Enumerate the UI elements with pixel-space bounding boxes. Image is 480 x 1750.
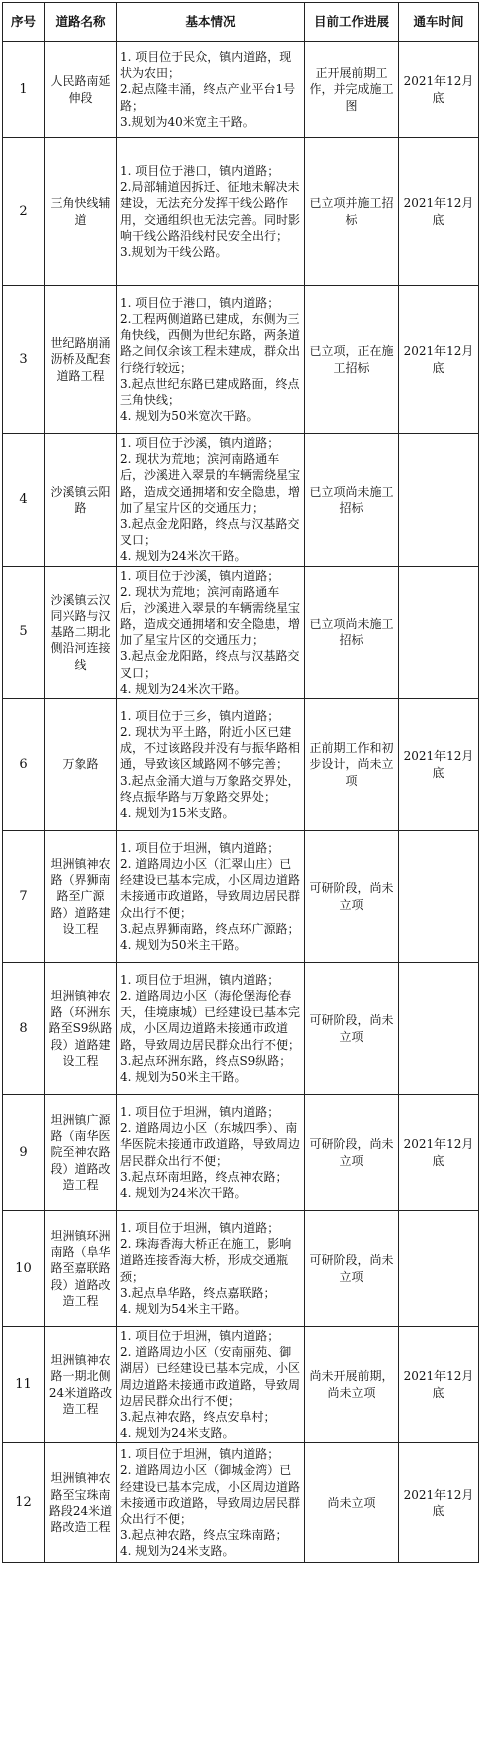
opening-time: 2021年12月底 (399, 1095, 479, 1211)
detail-line: 3.起点环洲东路，终点S9纵路； (120, 1053, 292, 1068)
basic-situation (117, 286, 305, 434)
work-progress: 已立项尚未施工招标 (305, 566, 399, 699)
table-row (3, 1327, 479, 1443)
work-progress: 可研阶段，尚未立项 (305, 1095, 399, 1211)
table-row (3, 1095, 479, 1211)
table-row (3, 831, 479, 963)
basic-situation (117, 1211, 305, 1327)
detail-line: 4. 规划为50米主干路。 (120, 937, 247, 952)
work-progress: 可研阶段，尚未立项 (305, 1211, 399, 1327)
road-name: 沙溪镇云阳路 (45, 434, 117, 567)
row-number: 11 (3, 1327, 45, 1443)
detail-line: 2. 道路周边小区（安南丽苑、御湖居）已经建设已基本完成，小区周边道路未接通市政道路，导致周边居民群众出行不便； (120, 1345, 301, 1408)
detail-line: 3.起点金涌大道与万象路交界处，终点振华路与万象路交界处； (120, 773, 300, 804)
detail-line: 1. 项目位于港口，镇内道路； (120, 163, 280, 178)
opening-time: 2021年12月底 (399, 286, 479, 434)
detail-line: 4. 规划为24米支路。 (120, 1544, 235, 1559)
road-name: 坦洲镇神农路（界狮南路至广源路）道路建设工程 (45, 831, 117, 963)
detail-line: 1. 项目位于民众，镇内道路，现状为农田； (120, 50, 292, 81)
detail-line: 4. 规划为24米次干路。 (120, 1185, 247, 1200)
row-number: 8 (3, 963, 45, 1095)
detail-line: 1. 项目位于三乡，镇内道路； (120, 708, 280, 723)
row-number: 10 (3, 1211, 45, 1327)
detail-line: 2.起点隆丰涌，终点产业平台1号路； (120, 82, 296, 113)
row-number: 4 (3, 434, 45, 567)
basic-situation (117, 566, 305, 699)
detail-line: 1. 项目位于沙溪，镇内道路； (120, 568, 280, 583)
detail-line: 4. 规划为54米主干路。 (120, 1301, 247, 1316)
detail-line: 3.起点金龙阳路，终点与汉基路交叉口； (120, 649, 300, 680)
work-progress: 正前期工作和初步设计，尚未立项 (305, 699, 399, 831)
detail-line: 3.起点环南坦路，终点神农路； (120, 1169, 288, 1184)
work-progress: 尚未开展前期，尚未立项 (305, 1327, 399, 1443)
detail-line: 4. 规划为15米支路。 (120, 805, 235, 820)
header-no: 序号 (3, 3, 45, 42)
basic-situation (117, 963, 305, 1095)
table-row (3, 138, 479, 286)
work-progress: 尚未立项 (305, 1443, 399, 1563)
opening-time (399, 831, 479, 963)
detail-line: 3.规划为40米宽主干路。 (120, 114, 255, 129)
work-progress: 已立项并施工招标 (305, 138, 399, 286)
row-number: 2 (3, 138, 45, 286)
opening-time: 2021年12月底 (399, 1327, 479, 1443)
detail-line: 3.起点阜华路，终点嘉联路； (120, 1285, 276, 1300)
row-number: 1 (3, 42, 45, 138)
table-row (3, 566, 479, 699)
road-name: 坦洲镇环洲南路（阜华路至嘉联路段）道路改造工程 (45, 1211, 117, 1327)
detail-line: 4. 规划为24米次干路。 (120, 549, 247, 564)
work-progress: 正开展前期工作，并完成施工图 (305, 42, 399, 138)
table-body (3, 42, 479, 1563)
opening-time (399, 566, 479, 699)
header-open-time: 通车时间 (399, 3, 479, 42)
detail-line: 2. 道路周边小区（汇翠山庄）已经建设已基本完成，小区周边道路未接通市政道路，导致周边居民群众出行不便； (120, 857, 301, 920)
detail-line: 2. 道路周边小区（海伦堡海伦春天，佳境康城）已经建设已基本完成，小区周边道路未接通市政道路，导致周边居民群众出行不便； (120, 989, 301, 1052)
detail-line: 3.起点界狮南路，终点环广源路； (120, 921, 300, 936)
basic-situation (117, 1443, 305, 1563)
detail-line: 2. 珠海香海大桥正在施工，影响道路连接香海大桥，形成交通瓶颈； (120, 1237, 292, 1284)
basic-situation (117, 831, 305, 963)
opening-time (399, 1211, 479, 1327)
work-progress: 可研阶段，尚未立项 (305, 831, 399, 963)
header-name: 道路名称 (45, 3, 117, 42)
row-number: 9 (3, 1095, 45, 1211)
road-name: 三角快线辅道 (45, 138, 117, 286)
detail-line: 2.局部辅道因拆迁、征地未解决未建设，无法充分发挥干线公路作用，交通组织也无法完善。同时影响干线公路沿线村民安全出行； (120, 180, 301, 243)
opening-time: 2021年12月底 (399, 1443, 479, 1563)
table-row (3, 963, 479, 1095)
opening-time (399, 963, 479, 1095)
detail-line: 2. 道路周边小区（御城金湾）已经建设已基本完成，小区周边道路未接通市政道路，导致周边居民群众出行不便； (120, 1463, 301, 1526)
detail-line: 1. 项目位于坦洲，镇内道路； (120, 1220, 280, 1235)
table-row (3, 699, 479, 831)
work-progress: 已立项，正在施工招标 (305, 286, 399, 434)
projects-table (2, 2, 479, 1563)
road-name: 坦洲镇广源路（南华医院至神农路段）道路改造工程 (45, 1095, 117, 1211)
row-number: 7 (3, 831, 45, 963)
detail-line: 3.规划为干线公路。 (120, 244, 228, 259)
basic-situation (117, 138, 305, 286)
detail-line: 3.起点世纪东路已建成路面，终点三角快线； (120, 376, 300, 407)
road-name: 人民路南延伸段 (45, 42, 117, 138)
detail-line: 4. 规划为24米次干路。 (120, 681, 247, 696)
opening-time: 2021年12月底 (399, 42, 479, 138)
detail-line: 1. 项目位于港口，镇内道路； (120, 295, 280, 310)
opening-time: 2021年12月底 (399, 699, 479, 831)
row-number: 12 (3, 1443, 45, 1563)
work-progress: 可研阶段，尚未立项 (305, 963, 399, 1095)
detail-line: 1. 项目位于坦洲，镇内道路； (120, 1447, 280, 1462)
work-progress: 已立项尚未施工招标 (305, 434, 399, 567)
detail-line: 2. 现状为荒地；滨河南路通车后，沙溪进入翠景的车辆需绕星宝路，造成交通拥堵和安全隐患，增加了星宝片区的交通压力； (120, 452, 301, 515)
row-number: 5 (3, 566, 45, 699)
detail-line: 2. 道路周边小区（东城四季）、南华医院未接通市政道路，导致周边居民群众出行不便； (120, 1121, 301, 1168)
detail-line: 1. 项目位于沙溪，镇内道路； (120, 436, 280, 450)
detail-line: 1. 项目位于坦洲，镇内道路； (120, 972, 280, 987)
road-name: 坦洲镇神农路（环洲东路至S9纵路段）道路建设工程 (45, 963, 117, 1095)
basic-situation (117, 1095, 305, 1211)
detail-line: 3.起点神农路，终点宝珠南路； (120, 1528, 288, 1543)
basic-situation (117, 42, 305, 138)
row-number: 3 (3, 286, 45, 434)
detail-line: 4. 规划为50米主干路。 (120, 1069, 247, 1084)
opening-time: 2021年12月底 (399, 138, 479, 286)
road-name: 万象路 (45, 699, 117, 831)
detail-line: 1. 项目位于坦洲，镇内道路； (120, 1104, 280, 1119)
detail-line: 3.起点金龙阳路，终点与汉基路交叉口； (120, 516, 300, 548)
detail-line: 1. 项目位于坦洲，镇内道路； (120, 1329, 280, 1343)
detail-line: 4. 规划为24米支路。 (120, 1426, 235, 1441)
table-row (3, 1211, 479, 1327)
table-row (3, 42, 479, 138)
road-name: 坦洲镇神农路至宝珠南路段24米道路改造工程 (45, 1443, 117, 1563)
road-name: 坦洲镇神农路一期北侧24米道路改造工程 (45, 1327, 117, 1443)
opening-time (399, 434, 479, 567)
table-row (3, 1443, 479, 1563)
road-name: 沙溪镇云汉同兴路与汉基路二期北侧沿河连接线 (45, 566, 117, 699)
basic-situation (117, 434, 305, 567)
detail-line: 2. 现状为荒地；滨河南路通车后，沙溪进入翠景的车辆需绕星宝路，造成交通拥堵和安全隐患，增加了星宝片区的交通压力； (120, 584, 301, 648)
road-name: 世纪路崩涌沥桥及配套道路工程 (45, 286, 117, 434)
detail-line: 4. 规划为50米宽次干路。 (120, 409, 259, 424)
detail-line: 2.工程两侧道路已建成，东侧为三角快线，西侧为世纪东路，两条道路之间仅余该工程未建成，群众出行绕行较远； (120, 311, 301, 375)
basic-situation (117, 1327, 305, 1443)
detail-line: 1. 项目位于坦洲，镇内道路； (120, 840, 280, 855)
header-row (3, 3, 479, 42)
detail-line: 3.起点神农路，终点安阜村； (120, 1409, 276, 1424)
header-details: 基本情况 (117, 3, 305, 42)
row-number: 6 (3, 699, 45, 831)
header-progress: 目前工作进展 (305, 3, 399, 42)
table-row (3, 286, 479, 434)
basic-situation (117, 699, 305, 831)
detail-line: 2. 现状为平土路，附近小区已建成，不过该路段并没有与振华路相通，导致该区域路网不够完善； (120, 725, 301, 772)
table-row (3, 434, 479, 567)
